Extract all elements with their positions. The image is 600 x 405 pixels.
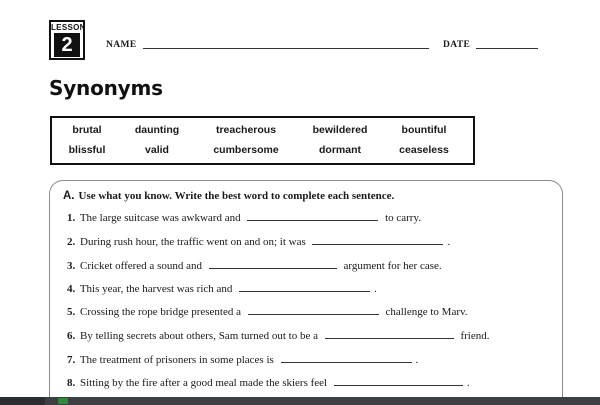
word-bank-item: cumbersome xyxy=(213,144,279,156)
word-bank-item: ceaseless xyxy=(399,144,449,156)
item-text-before: Cricket offered a sound and xyxy=(80,260,202,272)
item-text-before: During rush hour, the traffic went on and on; it was xyxy=(80,236,306,248)
answer-blank[interactable] xyxy=(325,329,454,339)
date-line xyxy=(476,48,538,49)
answer-blank[interactable] xyxy=(209,259,337,269)
item-number: 6. xyxy=(67,330,76,342)
item-text-after: to carry. xyxy=(385,212,422,224)
word-bank-item: bewildered xyxy=(312,124,368,136)
exercise-letter: A. xyxy=(63,190,75,202)
item-text-after: . xyxy=(447,236,451,248)
item-text-before: Crossing the rope bridge presented a xyxy=(80,306,241,318)
instruction-text: Use what you know. Write the best word to complete each sentence. xyxy=(78,190,395,202)
sentence-item xyxy=(67,211,421,225)
sentence-item xyxy=(67,376,470,390)
item-number: 7. xyxy=(67,354,76,366)
app-icon[interactable] xyxy=(58,398,68,404)
item-text-after: . xyxy=(374,283,377,295)
word-bank-item: valid xyxy=(145,144,169,156)
answer-blank[interactable] xyxy=(247,211,378,221)
bottom-taskbar xyxy=(0,397,600,405)
item-text-after: friend. xyxy=(460,330,490,342)
word-bank-item: bountiful xyxy=(401,124,447,136)
item-number: 8. xyxy=(67,377,76,389)
item-text-after: . xyxy=(466,377,470,389)
sentence-item xyxy=(67,235,450,249)
word-bank-item: dormant xyxy=(319,144,361,156)
lesson-number: 2 xyxy=(54,33,80,57)
word-bank-item: daunting xyxy=(134,124,180,136)
sentence-item xyxy=(67,282,377,296)
item-text-before: The treatment of prisoners in some places is xyxy=(79,354,274,366)
item-number: 3. xyxy=(67,260,76,272)
name-line xyxy=(143,48,429,49)
word-bank-item: treacherous xyxy=(215,124,277,136)
item-number: 2. xyxy=(67,236,76,248)
answer-blank[interactable] xyxy=(281,353,412,363)
item-text-after: . xyxy=(415,354,419,366)
answer-blank[interactable] xyxy=(312,235,443,245)
item-text-before: Sitting by the fire after a good meal made the skiers feel xyxy=(80,377,328,389)
item-number: 1. xyxy=(67,212,76,224)
lesson-label: LESSON xyxy=(51,23,86,32)
item-text-after: argument for her case. xyxy=(343,260,442,272)
sentence-item xyxy=(67,259,442,273)
item-text-before: By telling secrets about others, Sam turned out to be a xyxy=(80,330,318,342)
item-text-before: The large suitcase was awkward and xyxy=(79,212,241,224)
sentence-item xyxy=(67,305,468,319)
item-text-before: This year, the harvest was rich and xyxy=(79,283,233,295)
sentence-item xyxy=(67,329,490,343)
item-number: 5. xyxy=(67,306,76,318)
page-title: Synonyms xyxy=(49,76,163,100)
date-label: DATE xyxy=(443,40,471,50)
taskbar-segment xyxy=(0,397,45,405)
exercise-instruction xyxy=(63,190,394,202)
item-number: 4. xyxy=(67,283,76,295)
name-label: NAME xyxy=(106,40,137,50)
answer-blank[interactable] xyxy=(239,282,370,292)
answer-blank[interactable] xyxy=(334,376,463,386)
answer-blank[interactable] xyxy=(248,305,379,315)
word-bank-item: blissful xyxy=(68,144,106,156)
sentence-item xyxy=(67,353,418,367)
word-bank-item: brutal xyxy=(72,124,102,136)
lesson-badge xyxy=(49,20,85,60)
item-text-after: challenge to Marv. xyxy=(385,306,468,318)
